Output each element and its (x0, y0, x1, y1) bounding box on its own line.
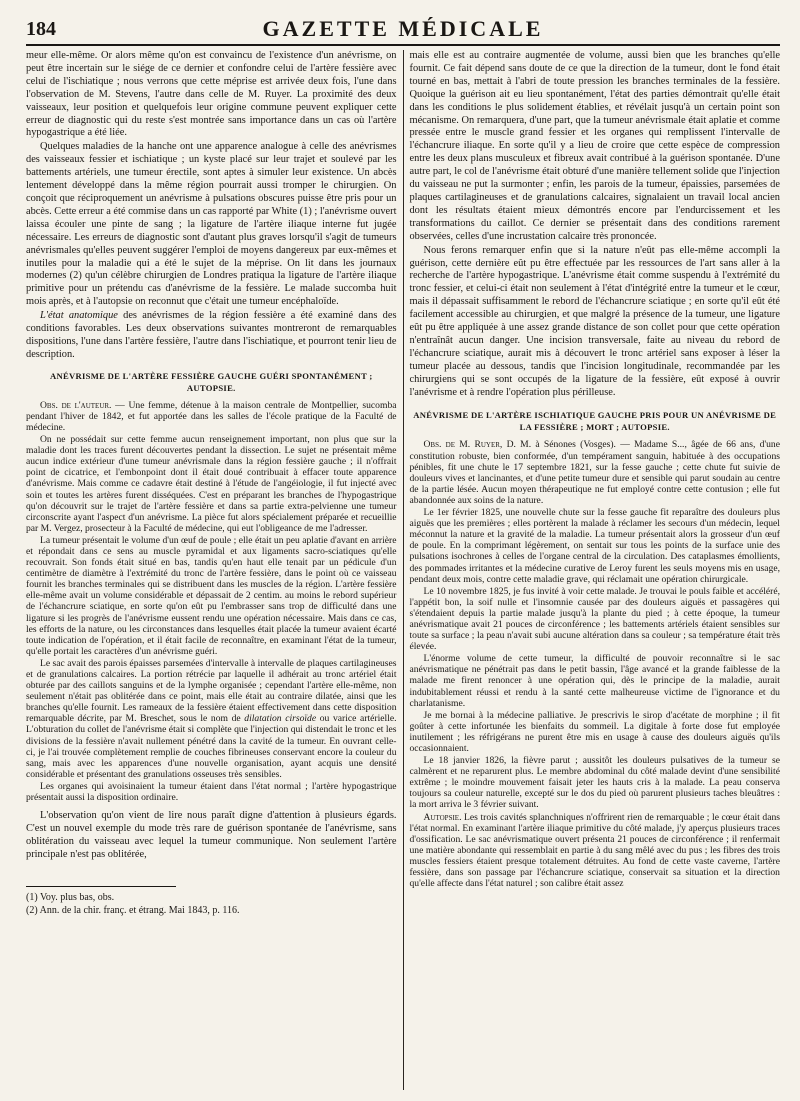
section-heading: ANÉVRISME DE L'ARTÈRE FESSIÈRE GAUCHE GUÉRI SPONTANÉMENT ; AUTOPSIE. (49, 370, 373, 393)
section-heading: ANÉVRISME DE L'ARTÈRE ISCHIATIQUE GAUCHE PRIS POUR UN ANÉVRISME DE LA FESSIÈRE ; MORT ; AUTOPSIE. (413, 410, 777, 433)
paragraph: Quelques maladies de la hanche ont une apparence analogue à celle des anévrismes des vaisseaux fessier et ischiatique ; un kyste placé sur leur trajet et soulevé par les battements artériels, une tumeur érectile, sont aptes à simuler leur existence. Un abcès lentement développé dans la même région pourrait aussi tromper le chirurgien. On conçoit que réciproquement un anévrisme à pulsations obscures puisse être pris pour un abcès. Cette erreur a été commise dans un cas rapporté par White (1) ; l'anévrisme ouvert laissa écouler une pinte de sang ; la ligature de l'artère iliaque interne fut jugée nécessaire. Les erreurs de diagnostic sont d'autant plus graves lorsqu'il s'agit de tumeurs anévrismales qu'elles peuvent suggérer l'emploi de moyens dangereux par eux-mêmes et inutiles pour la maladie qui a été le sujet de la méprise. On lit dans les journaux modernes (2) qu'un célèbre chirurgien de Londres pratiqua la ligature de l'artère iliaque primitive pour un prétendu cas d'anévrisme de la fessière. Le malade succomba huit mois après, et à l'autopsie on reconnut que c'était une tumeur encéphaloïde. (26, 141, 397, 308)
footnote-1: (1) Voy. plus bas, obs. (26, 891, 115, 903)
paragraph: Le 10 novembre 1825, je fus invité à voir cette malade. Je trouvai le pouls faible et accéléré, l'appétit bon, la soif nulle et l'insomnie causée par des douleurs aiguës et passagères qui s'étendaient depuis la partie malade jusqu'à la plante du pied ; à cette époque, la tumeur anévrismatique avait 21 pouces de circonférence ; les battements artériels étaient sensibles sur toute sa surface ; la peau n'avait subi aucune altération dans sa couleur ; sa température était très élevée. (409, 585, 780, 653)
article-columns (26, 50, 780, 1090)
observation-intro (409, 439, 780, 506)
journal-title: GAZETTE MÉDICALE (262, 16, 544, 41)
paragraph: meur elle-même. Or alors même qu'on est convaincu de l'existence d'un anévrisme, on peut être incertain sur le siége de ce dernier et confondre celui de l'artère fessière avec celui de l'ischiatique ; nous verrons que cette méprise est arrivée deux fois, l'une dans l'observation de M. Stevens, l'autre dans celle de M. Ruyer. La proximité des deux vaisseaux, leur position et quelquefois leur origine commune peuvent expliquer cette erreur de diagnostic qui du reste s'est montrée sans importance dans un cas où l'artère hypogastrique a été liée. (26, 50, 397, 139)
paragraph (26, 310, 397, 362)
column-divider (403, 50, 404, 1090)
paragraph: mais elle est au contraire augmentée de volume, aussi bien que les branches qu'elle fournit. Ce fait dépend sans doute de ce que la direction de la tumeur, dont le fond était tourné en bas, mettait à l'abri de toute pression les branches terminales de la fessière. Quoique la guérison ait eu lieu spontanément, l'état des parties démontrait qu'elle était dans les conditions le plus solidement établies, et révélait jusqu'à un certain point son mécanisme. On remarquera, d'une part, que la tumeur anévrismale était aplatie et comme pressée entre le muscle grand fessier et les organes qui remplissent l'intervalle de l'échancrure iliaque. En sorte qu'il y a lieu de croire que cette espèce de compression entre les deux plans musculeux et fibreux avait contribué à la guérison spontanée. D'une autre part, le col de l'anévrisme était obturé d'une manière tellement solide que l'injection du vaisseau ne put la surmonter ; enfin, les parois de la tumeur, épaissies, parsemées de plaques cartilagineuses et de granulations calcaires, signalaient un travail local ancien dont les résultats étaient mieux démontrés encore par l'endurcissement et les transformations du caillot. Ce dernier se présentait dans des conditions rarement observées, celles d'une incrustation calcaire très prononcée. (409, 50, 780, 242)
page-number: 184 (26, 18, 56, 40)
paragraph-text: des anévrismes de la région fessière a été examiné dans des conditions favorables. Les deux observations suivantes montreront de remarquables dispositions, l'une dans l'artère fessière, l'autre dans l'ischiatique, et pourront tenir lieu de description. (26, 310, 397, 360)
footnote-2: (2) Ann. de la chir. franç. et étrang. Mai 1843, p. 116. (26, 904, 240, 916)
paragraph: Nous ferons remarquer enfin que si la nature n'eût pas elle-même accompli la guérison, cette dernière eût pu être effectuée par les ressources de l'art sans aller à la recherche de l'artère hypogastrique. L'anévrisme était comme suspendu à l'extrémité du tronc fessier, et celui-ci était non seulement à l'état d'intégrité entre la tumeur et le cœur, mais il dépassait suffisamment le rebord de l'échancrure sciatique ; en sorte qu'il eût été facilement accessible au chirurgien, et que malgré la présence de la tumeur, une ligature eût pu être appliquée à une assez grande distance de son collet pour que cette opération n'entraînât aucun danger. Une incision transversale, faite au niveau du rebord de l'échancrure sciatique, aurait mis à découvert le tronc artériel sans exposer à léser la tumeur placée au dessous, tandis que l'incision longitudinale, recommandée par les chirurgiens qui se sont occupés de la ligature de la fessière, eût exposé à ouvrir l'anévrisme et à rendre l'opération plus périlleuse. (409, 244, 780, 398)
observation-text: D. M. à Sénones (Vosges). — Madame S..., âgée de 66 ans, d'une constitution robuste, bien conformée, d'un tempérament sanguin, habituée à des occupations pénibles, fit une chute le 17 septembre 1821, sur la fesse gauche ; cette chute fut suivie de douleurs vives et lancinantes, et d'une petite tumeur dure et sensible qui parut soudain au centre de la partie lésée. Aucun moyen thérapeutique ne fut employé contre cette contusion ; elle fut abandonnée aux soins de la nature. (409, 439, 780, 506)
autopsy-label: Autopsie. (423, 811, 462, 823)
right-column (409, 50, 780, 1090)
paragraph (409, 812, 780, 890)
paragraph: L'énorme volume de cette tumeur, la difficulté de pouvoir reconnaître si le sac anévrismatique ne pénétrait pas dans le petit bassin, l'âge avancé et la grande faiblesse de la malade me firent renoncer à une opération qui, dès le principe de la maladie, aurait indubitablement réussi et rendu à la santé cette malheureuse victime de l'ignorance et du charlatanisme. (409, 653, 780, 709)
running-header (26, 14, 780, 46)
observation-label: Obs. de M. Ruyer, (423, 439, 503, 451)
paragraph: Les organes qui avoisinaient la tumeur étaient dans l'état normal ; l'artère hypogastrique présentait aussi la disposition ordinaire. (26, 780, 397, 804)
paragraph (26, 658, 397, 780)
paragraph: L'observation qu'on vient de lire nous paraît digne d'attention à plusieurs égards. C'est un nouvel exemple du mode très rare de guérison spontanée de l'anévrisme, sans oblitération du vaisseau avec lequel la tumeur communique. Non seulement l'artère principale n'est pas oblitérée, (26, 810, 397, 860)
footnote-rule (26, 886, 176, 887)
emphasis: dilatation cirsoïde (244, 713, 317, 725)
paragraph-text: ou varice artérielle. L'obturation du collet de l'anévrisme était si complète que l'injection qui distendait le tronc et les divisions de la fessière n'avait nullement pénétré dans la cavité de la tumeur. En ouvrant celle-ci, je l'ai trouvée complètement remplie de couches fibrineuses conservant encore la couleur du sang, mais avec les apparences d'une nouvelle organisation, ayant acquis une densité considérable et présentant des granulations osseuses très sensibles. (26, 713, 397, 780)
paragraph: Le 18 janvier 1826, la fièvre parut ; aussitôt les douleurs pulsatives de la tumeur se calmèrent et ne reparurent plus. Le membre abdominal du côté malade devint d'une sensibilité extrême ; le moindre mouvement faisait jeter les hauts cris à la malade. La peau conserva toujours sa couleur naturelle, excepté sur le dos du pied où parurent plusieurs taches bleuâtres : la mort arriva le 3 février suivant. (409, 755, 780, 811)
paragraph: Je me bornai à la médecine palliative. Je prescrivis le sirop d'acétate de morphine ; il fit goûter à cette infortunée les bienfaits du sommeil. La digitale à forte dose fut employée inutilement ; les réfrigérans ne purent être mis en usage à cause des douleurs aiguës qu'ils occasionnaient. (409, 709, 780, 754)
emphasis: L'état anatomique (40, 310, 118, 322)
paragraph-text: Les trois cavités splanchniques n'offrirent rien de remarquable ; le cœur était dans l'état normal. En examinant l'artère iliaque primitive du côté malade, j'y aperçus plusieurs traces d'ossification. Le sac anévrismatique ouvert présenta 21 pouces de circonférence ; il renfermait une matière abondante qui ressemblait en partie à du sang mêlé avec du pus ; les fibres des trois muscles fessiers étaient presque totalement détruites. Au fond de cette vaste caverne, l'artère fessière, dans son passage par l'échancrure sciatique, conservait sa situation et la direction qu'elle affecte dans l'état naturel ; son calibre était assez (409, 811, 780, 890)
paragraph: La tumeur présentait le volume d'un œuf de poule ; elle était un peu aplatie d'avant en arrière et répondait dans ce sens au muscle pyramidal et aux ligaments sacro-sciatiques qu'elle recouvrait. Son fonds était situé en bas, tandis qu'en haut elle tenait par un pédicule d'un centimètre de diamètre à l'extrémité du tronc de l'artère fessière, dans le point où ce vaisseau fournit les branches terminales qui se distribuent dans les muscles de la région. L'artère fessière elle-même avait un volume considérable et dépassait de 2 centim. au moins le rebord supérieur de l'échancrure sciatique, en sorte qu'on eût pu l'embrasser sans trop de difficulté dans une ligature si les progrès de l'anévrisme eussent rendu une opération nécessaire. Mais dans ce cas, les efforts de la nature, ou les circonstances dans lesquelles était placée la tumeur avaient écarté toute indication de l'opération, et il était facile de reconnaître, en examinant l'état de la tumeur, qu'elle portait les caractères d'un anévrisme guéri. (26, 534, 397, 657)
paragraph: Le 1er février 1825, une nouvelle chute sur la fesse gauche fit reparaître des douleurs plus aiguës que les premières ; elles portèrent la malade à réclamer les secours d'un médecin, lequel méconnut la nature et la gravité de la maladie. La tumeur présentait alors la grosseur d'un œuf de poule. En la comprimant légèrement, on sentait sur tous les points de la surface unie des pulsations isochrones à celles de l'organe central de la circulation. Des cataplasmes émollients, des pommades irritantes et la médecine curative de Leroy furent les seuls moyens mis en usage, pendant deux mois, contre cette maladie grave, qui réclamait une opération chirurgicale. (409, 507, 780, 585)
observation-text: — Une femme, détenue à la maison centrale de Montpellier, sucomba pendant l'hiver de 1842, et fut apportée dans les salles de l'école pratique de la Faculté de médecine. (26, 399, 397, 433)
paragraph-text: Le sac avait des parois épaisses parsemées d'intervalle à intervalle de plaques cartilagineuses et de granulations calcaires. La portion rétrécie par laquelle il adhérait au tronc artériel était obturée par des caillots sanguins et de la lymphe organisée ; cependant l'artère elle-même, non seulement n'était pas oblitérée dans ce point, mais elle était au contraire dilatée, ainsi que les branches qu'elle fournit. Les rameaux de la fessière étaient effectivement dans cette disposition remarquable décrite, par M. Breschet, sous le nom de (26, 657, 397, 725)
left-column (26, 50, 397, 1090)
paragraph: On ne possédait sur cette femme aucun renseignement important, non plus que sur la maladie dont les traces furent découvertes pendant la dissection. Le sujet ne présentait même aucun indice extérieur d'une tumeur anévrismale dans la région fessière gauche ; il n'offrait point de cicatrice, et l'embonpoint dont il était doué contribuait à effacer toute apparence d'anévrisme. Mais comme ce cadavre était destiné à l'étude de l'angéiologie, il fut injecté avec soin et toutes les artères furent disséquées. C'est en préparant les branches de l'hypogastrique qu'on découvrit sur le trajet de l'artère fessière et dans sa partie extra-pelvienne une tumeur circonscrite ayant l'aspect d'un anévrisme. La pièce fut alors spécialement préparée et recueillie par M. Vergez, prosecteur à la Faculté de médecine, qui eut l'obligeance de me l'adresser. (26, 434, 397, 534)
observation-label: Obs. de l'auteur. (40, 399, 112, 411)
observation-intro (26, 400, 397, 433)
